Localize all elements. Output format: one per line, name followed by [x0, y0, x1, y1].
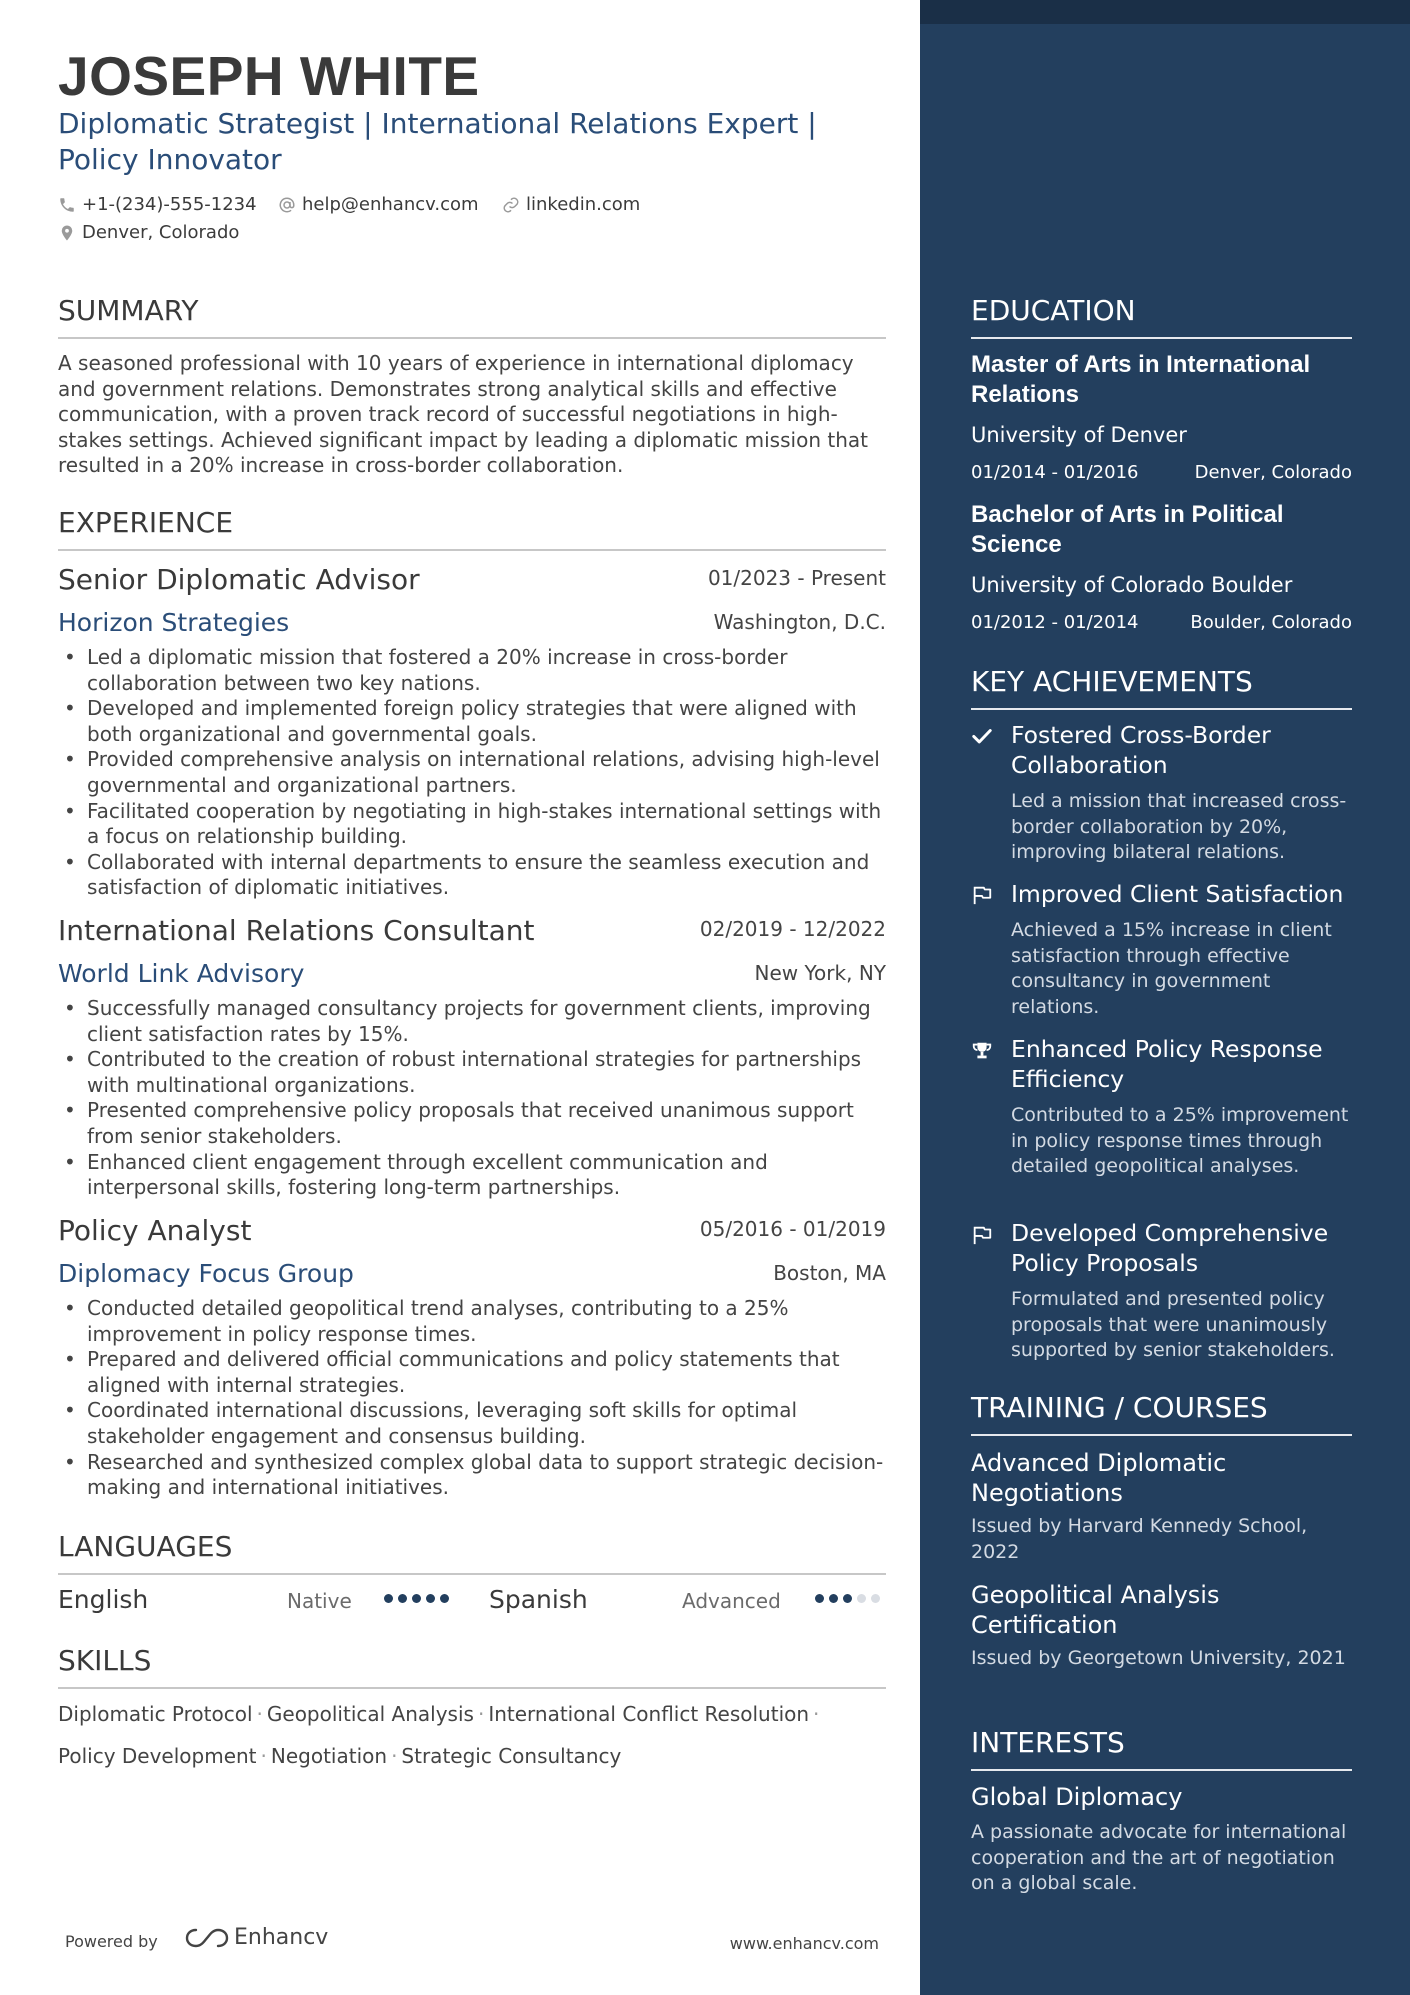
- phone-contact[interactable]: [58, 193, 257, 217]
- candidate-name: JOSEPH WHITE: [58, 45, 480, 107]
- checkmark-icon: [971, 725, 993, 747]
- language-name: Spanish: [489, 1585, 588, 1614]
- languages-heading: LANGUAGES: [58, 1529, 886, 1575]
- job-bullet: • Prepared and delivered official communications and policy statements that aligned with internal strategies.: [58, 1347, 888, 1398]
- interest-text: A passionate advocate for international cooperation and the art of negotiation on a global scale.: [971, 1821, 1347, 1895]
- job-bullet: • Provided comprehensive analysis on international relations, advising high-level governmental and organizational partners.: [58, 747, 888, 798]
- phone-text: +1-(234)-555-1234: [82, 194, 257, 215]
- job-bullets: [58, 645, 888, 901]
- job-company: World Link Advisory: [58, 959, 305, 988]
- course-issuer: Issued by Harvard Kennedy School, 2022: [971, 1515, 1308, 1563]
- course-title: Advanced Diplomatic Negotiations: [971, 1449, 1227, 1507]
- sidebar-top-band: [920, 0, 1410, 24]
- footer-url[interactable]: www.enhancv.com: [729, 1934, 879, 1953]
- rating-dot-empty: [857, 1594, 866, 1603]
- sidebar: [920, 0, 1410, 1995]
- achievement-text: Formulated and presented policy proposals that were unanimously supported by senior stakeholders.: [1011, 1288, 1335, 1362]
- rating-dot-filled: [398, 1594, 407, 1603]
- enhancv-logo[interactable]: [184, 1925, 328, 1950]
- job-dates: 01/2023 - Present: [707, 566, 886, 590]
- summary-heading: SUMMARY: [58, 293, 886, 339]
- summary-text: A seasoned professional with 10 years of experience in international diplomacy and government relations. Demonstrates strong analytical skills and effective communication, with a proven track record of successful negotiations in high-stakes settings. Achieved significant impact by leading a diplomatic mission that resulted in a 20% increase in cross-border collaboration.: [58, 351, 868, 478]
- flag-icon: [971, 1224, 993, 1246]
- rating-dot-filled: [829, 1594, 838, 1603]
- skill-separator: ·: [477, 1702, 485, 1726]
- education-school: University of Colorado Boulder: [971, 573, 1293, 597]
- at-icon: [278, 196, 296, 214]
- job-bullets: [58, 1296, 888, 1501]
- education-heading: EDUCATION: [971, 293, 1352, 339]
- job-role: Senior Diplomatic Advisor: [58, 563, 420, 596]
- job-location: Washington, D.C.: [713, 610, 886, 634]
- job-dates: 05/2016 - 01/2019: [699, 1217, 886, 1241]
- rating-dot-filled: [440, 1594, 449, 1603]
- skills-line: [58, 1743, 621, 1769]
- training-heading: TRAINING / COURSES: [971, 1390, 1352, 1436]
- job-location: Boston, MA: [773, 1261, 886, 1285]
- job-location: New York, NY: [754, 961, 886, 985]
- education-dates: 01/2014 - 01/2016: [971, 462, 1139, 483]
- job-bullet: • Contributed to the creation of robust international strategies for partnerships with multinational organizations.: [58, 1047, 888, 1098]
- course-issuer: Issued by Georgetown University, 2021: [971, 1647, 1346, 1669]
- link-icon: [502, 196, 520, 214]
- job-role: Policy Analyst: [58, 1214, 252, 1247]
- education-dates: 01/2012 - 01/2014: [971, 612, 1139, 633]
- education-location: Denver, Colorado: [1194, 462, 1352, 483]
- email-contact[interactable]: [278, 193, 479, 217]
- education-degree: Master of Arts in International Relations: [971, 351, 1311, 408]
- language-level: Advanced: [682, 1589, 781, 1613]
- skill-tag: Strategic Consultancy: [401, 1744, 622, 1768]
- job-bullets: [58, 996, 888, 1201]
- job-bullet: • Led a diplomatic mission that fostered a 20% increase in cross-border collaboration between two key nations.: [58, 645, 888, 696]
- skill-separator: ·: [391, 1744, 398, 1768]
- education-degree: Bachelor of Arts in Political Science: [971, 501, 1284, 558]
- job-bullet: • Presented comprehensive policy proposals that received unanimous support from senior stakeholders.: [58, 1098, 888, 1149]
- rating-dot-filled: [426, 1594, 435, 1603]
- skill-tag: Negotiation: [270, 1744, 388, 1768]
- achievement-title: Enhanced Policy Response Efficiency: [1011, 1035, 1323, 1093]
- achievement-title: Developed Comprehensive Policy Proposals: [1011, 1219, 1329, 1277]
- phone-icon: [58, 196, 76, 214]
- skill-tag: Policy Development: [58, 1744, 257, 1768]
- job-company: Diplomacy Focus Group: [58, 1259, 354, 1288]
- powered-by-label: Powered by: [65, 1932, 158, 1951]
- education-location: Boulder, Colorado: [1190, 612, 1352, 633]
- location-contact: [58, 221, 239, 245]
- flag-icon: [971, 884, 993, 906]
- skill-tag: Diplomatic Protocol: [58, 1702, 253, 1726]
- headline: Diplomatic Strategist | International Relations Expert | Policy Innovator: [58, 107, 817, 176]
- location-text: Denver, Colorado: [82, 222, 240, 243]
- enhancv-logo-icon: [184, 1926, 230, 1950]
- language-rating: [815, 1594, 880, 1603]
- job-bullet: • Developed and implemented foreign policy strategies that were aligned with both organizational and governmental goals.: [58, 696, 888, 747]
- rating-dot-filled: [412, 1594, 421, 1603]
- job-bullet: • Facilitated cooperation by negotiating in high-stakes international settings with a focus on relationship building.: [58, 799, 888, 850]
- job-bullet: • Successfully managed consultancy projects for government clients, improving client satisfaction rates by 15%.: [58, 996, 888, 1047]
- enhancv-brand-text: Enhancv: [234, 1925, 329, 1950]
- achievement-text: Contributed to a 25% improvement in policy response times through detailed geopolitical analyses.: [1011, 1104, 1349, 1178]
- achievement-title: Fostered Cross-Border Collaboration: [1011, 721, 1271, 779]
- achievements-heading: KEY ACHIEVEMENTS: [971, 664, 1352, 710]
- skill-separator: ·: [813, 1702, 820, 1726]
- experience-heading: EXPERIENCE: [58, 505, 886, 551]
- language-level: Native: [287, 1589, 352, 1613]
- interests-heading: INTERESTS: [971, 1725, 1352, 1771]
- job-bullet: • Researched and synthesized complex global data to support strategic decision-making and international initiatives.: [58, 1450, 888, 1501]
- job-bullet: • Enhanced client engagement through excellent communication and interpersonal skills, fostering long-term partnerships.: [58, 1150, 888, 1201]
- location-pin-icon: [58, 224, 76, 242]
- job-bullet: • Conducted detailed geopolitical trend analyses, contributing to a 25% improvement in policy response times.: [58, 1296, 888, 1347]
- skill-separator: ·: [260, 1744, 267, 1768]
- rating-dot-filled: [815, 1594, 824, 1603]
- course-title: Geopolitical Analysis Certification: [971, 1581, 1220, 1639]
- linkedin-text: linkedin.com: [526, 194, 641, 215]
- skills-heading: SKILLS: [58, 1643, 886, 1689]
- achievement-title: Improved Client Satisfaction: [1011, 880, 1344, 908]
- education-school: University of Denver: [971, 423, 1187, 447]
- trophy-icon: [971, 1040, 993, 1062]
- job-bullet: • Collaborated with internal departments to ensure the seamless execution and satisfaction of diplomatic initiatives.: [58, 850, 888, 901]
- interest-title: Global Diplomacy: [971, 1783, 1183, 1811]
- rating-dot-empty: [871, 1594, 880, 1603]
- achievement-text: Led a mission that increased cross-border collaboration by 20%, improving bilateral relations.: [1011, 790, 1347, 864]
- achievement-text: Achieved a 15% increase in client satisfaction through effective consultancy in government relations.: [1011, 919, 1332, 1018]
- language-rating: [384, 1594, 449, 1603]
- job-dates: 02/2019 - 12/2022: [699, 917, 886, 941]
- rating-dot-filled: [843, 1594, 852, 1603]
- job-role: International Relations Consultant: [58, 914, 535, 947]
- skill-separator: ·: [256, 1702, 263, 1726]
- skills-line: [58, 1701, 823, 1727]
- skill-tag: Geopolitical Analysis: [266, 1702, 474, 1726]
- email-text: help@enhancv.com: [302, 194, 479, 215]
- linkedin-contact[interactable]: [502, 193, 640, 217]
- language-name: English: [58, 1585, 149, 1614]
- rating-dot-filled: [384, 1594, 393, 1603]
- job-company: Horizon Strategies: [58, 608, 290, 637]
- job-bullet: • Coordinated international discussions, leveraging soft skills for optimal stakeholder engagement and consensus building.: [58, 1398, 888, 1449]
- skill-tag: International Conflict Resolution: [488, 1702, 810, 1726]
